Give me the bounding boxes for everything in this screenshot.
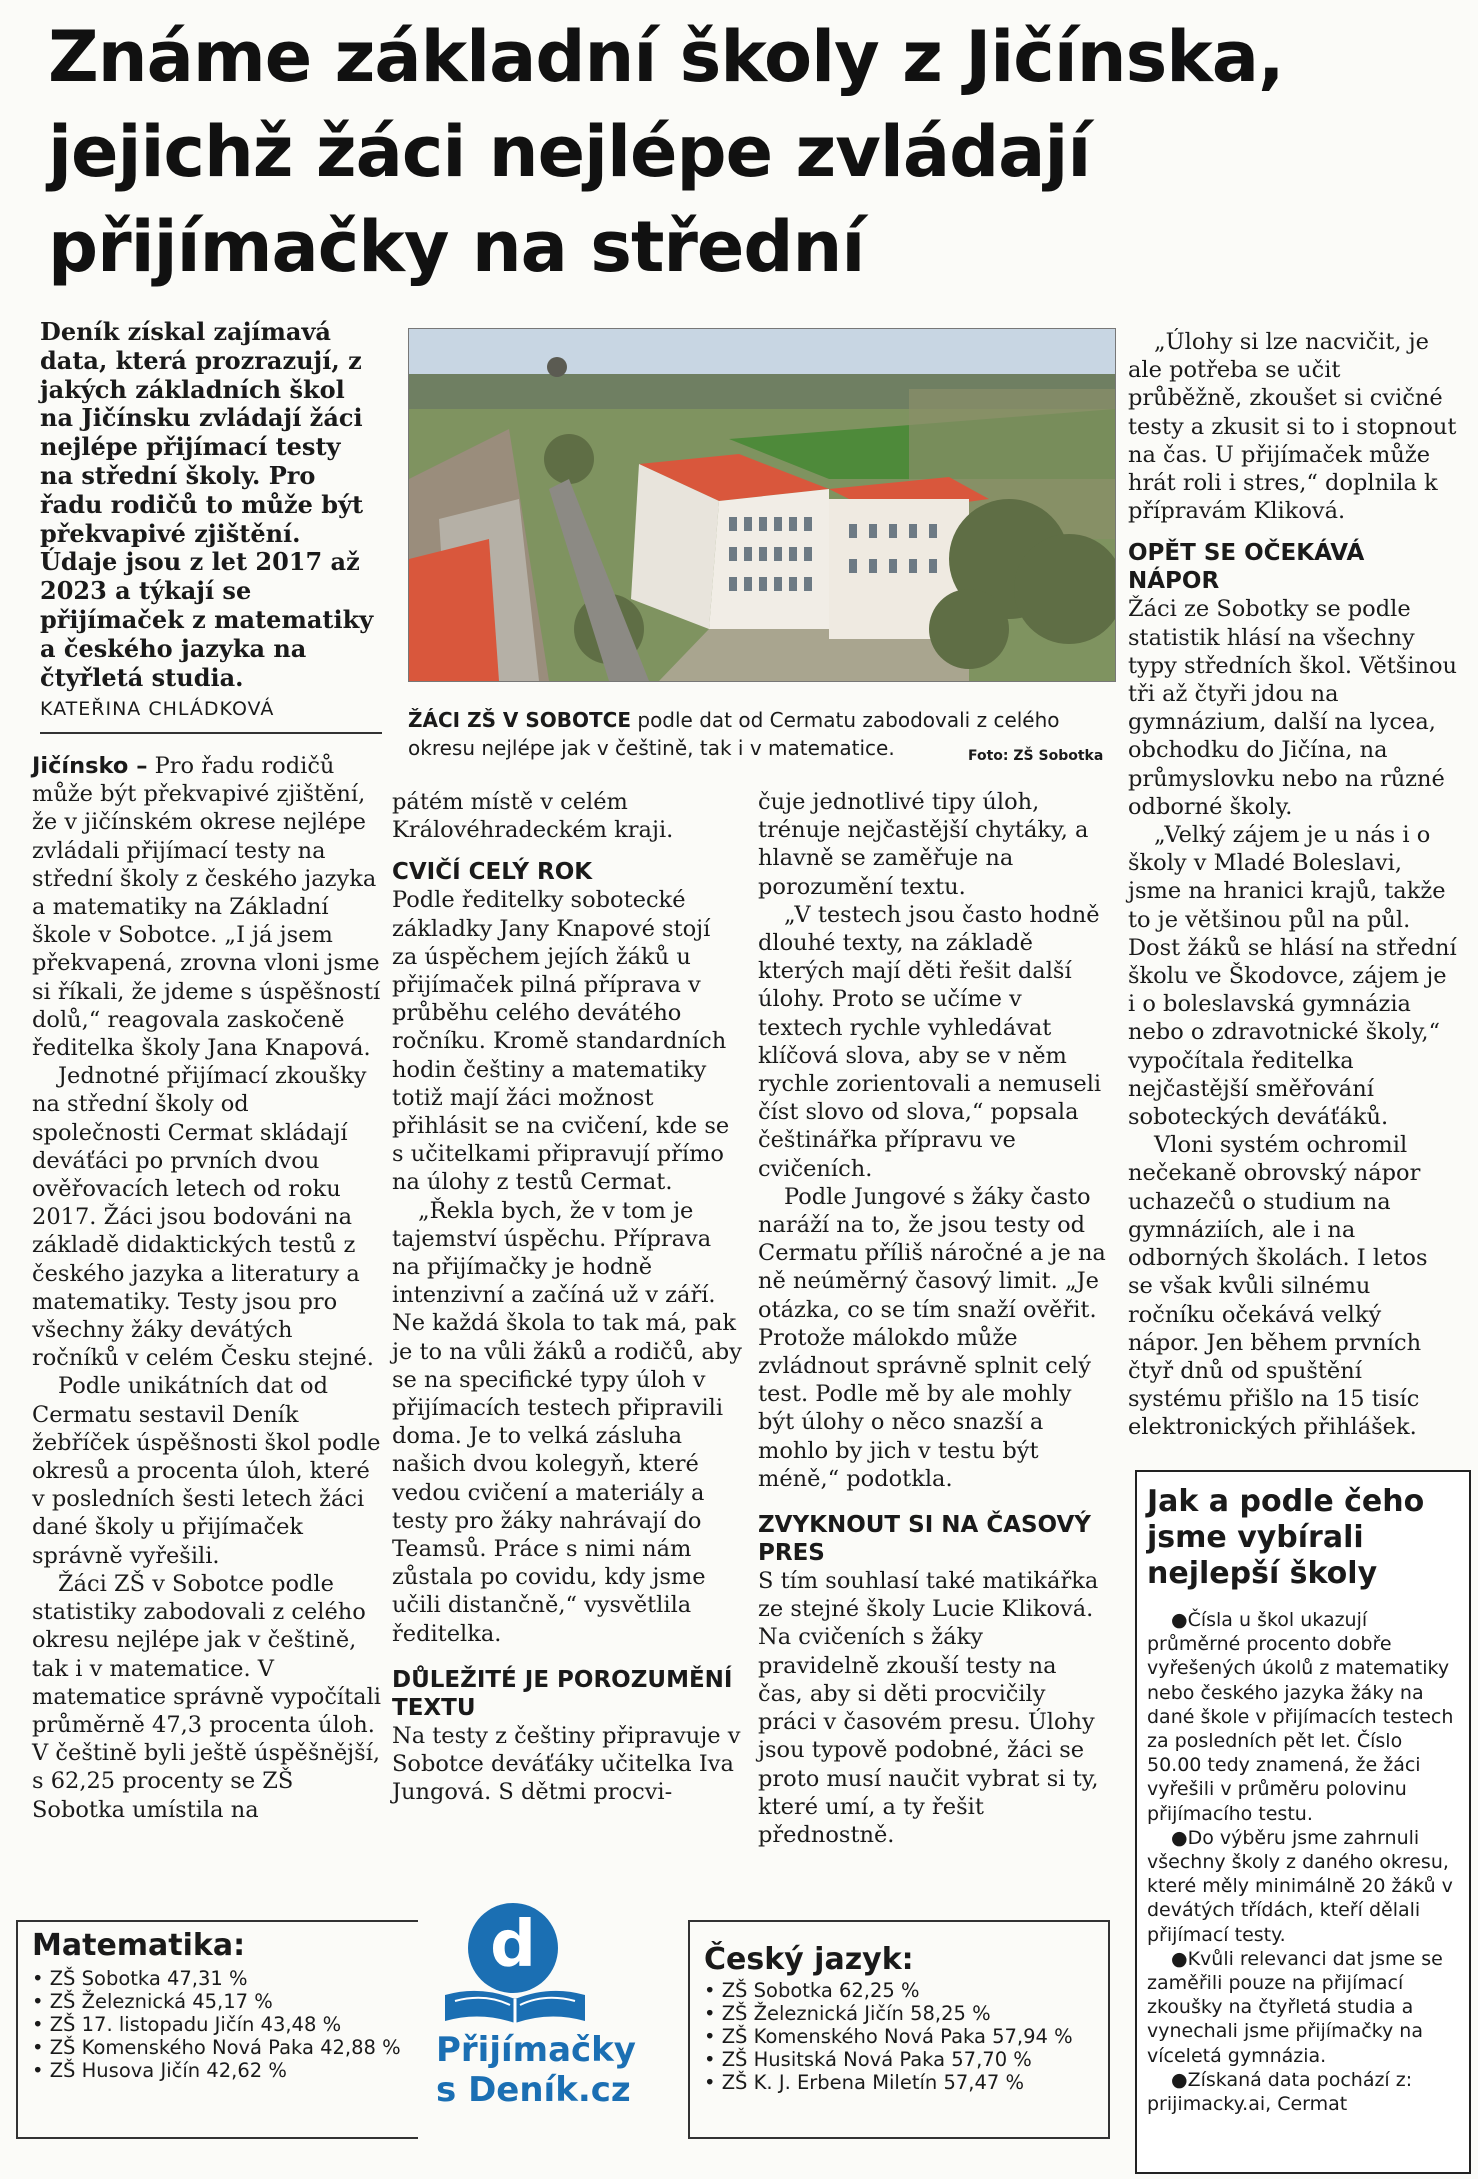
col1-paragraph-3: Podle unikátních dat od Cermatu sestavil Deník žebříček úspěšnosti škol podle okresů a procenta úloh, které v posledních šesti letech žáci dané školy u přijímaček správně vyřešili. (32, 1373, 381, 1569)
col4-paragraph-4: Vloni systém ochromil nečekaně obrovský nápor uchazečů o studium na gymnáziích, ale i na odborných školách. I letos se však kvůli silnému ročníku očekává velký nápor. Jen během prvních čtyř dnů od spuštění systému přišlo na 15 tisíc elektronických přihlášek. (1128, 1132, 1428, 1441)
math-rank-5: • ZŠ Husova Jičín 42,62 % (32, 2059, 418, 2082)
col2-paragraph-2: „Řekla bych, že v tom je tajemství úspěchu. Příprava na přijímačky je hodně intenzivní a začíná už v září. Ne každá škola to tak má, pak je to na vůli žáků a rodičů, aby se na specifické typy úloh v přijímacích testech připravili doma. Je to velká zásluha našich dvou kolegyň, které vedou cvičení a materiály a testy pro žáky nahrávají do Teamsů. Práce s nimi nám zůstala po covidu, kdy jsme učili distančně,“ vysvětlila ředitelka. (392, 1197, 742, 1647)
headline: Známe základní školy z Jičínska, jejichž žáci nejlépe zvládají přijímačky na střední (48, 16, 1284, 288)
author-byline: KATEŘINA CHLÁDKOVÁ (40, 698, 275, 720)
col1-paragraph-1 (32, 752, 382, 1062)
school-building-illustration (409, 329, 1115, 681)
col4-paragraph-3: „Velký zájem je u nás i o školy v Mladé Boleslavi, jsme na hranici krajů, takže to je většinou půl na půl. Dost žáků se hlásí na střední školu ve Škodovce, zájem je i o boleslavská gymnázia nebo o zdravotnické školy,“ vypočítala ředitelka nejčastější směřování soboteckých deváťáků. (1128, 822, 1457, 1131)
czech-ranking-list (690, 1977, 1108, 2094)
math-ranking-list (18, 1963, 418, 2082)
col2-paragraph-3: Na testy z češtiny připravuje v Sobotce deváťáky učitelka Iva Jungová. S dětmi procvi- (392, 1722, 741, 1806)
col3-paragraph-0: čuje jednotlivé tipy úloh, trénuje nejčastější chytáky, a hlavně se zaměřuje na porozumění textu. (758, 789, 1089, 900)
subheading-napor: OPĚT SE OČEKÁVÁ NÁPOR (1128, 540, 1365, 595)
photo-caption-bold: ŽÁCI ZŠ V SOBOTCE (408, 708, 632, 732)
czech-rank-2: • ZŠ Železnická Jičín 58,25 % (704, 2002, 1108, 2025)
math-ranking-title: Matematika: (32, 1928, 246, 1963)
denik-logo-icon (468, 1903, 558, 1993)
article-photo (408, 328, 1116, 682)
column-1 (32, 752, 382, 1824)
logo-letter: d (490, 1908, 536, 1982)
photo-caption-text: podle dat od Cermatu zabodovali z celého okresu nejlépe jak v češtině, tak i v matematice. (408, 708, 1060, 760)
logo-wordmark (436, 2030, 676, 2110)
col1-paragraph-4: Žáci ZŠ v Sobotce podle statistiky zabodovali z celého okresu nejlépe jak v češtině, tak i v matematice. V matematice správně vypočítali průměrně 47,3 procenta úloh. V češtině byli ještě úspěšnější, s 62,25 procenty se ZŠ Sobotka umístila na (32, 1570, 381, 1823)
czech-ranking-title: Český jazyk: (704, 1942, 914, 1977)
subheading-cvici: CVIČÍ CELÝ ROK (392, 859, 593, 886)
methodology-point-4: ●Získaná data pochází z: prijimacky.ai, Cermat (1147, 2068, 1413, 2116)
column-2 (392, 788, 742, 1807)
math-rank-4: • ZŠ Komenského Nová Paka 42,88 % (32, 2036, 418, 2059)
math-rank-1: • ZŠ Sobotka 47,31 % (32, 1967, 418, 1990)
col1-p1-text: Pro řadu rodičů může být překvapivé zjištění, že v jičínském okrese nejlépe zvládali přijímací testy na střední školy z českého jazyka a matematiky na Základní škole v Sobotce. „I já jsem překvapená, zrovna vloni jsme si říkali, že jdeme s úspěšností dolů,“ reagovala zaskočeně ředitelka školy Jana Knapová. (32, 753, 381, 1062)
column-4 (1128, 328, 1458, 1442)
methodology-point-1: ●Čísla u škol ukazují průměrné procento dobře vyřešených úkolů z matematiky nebo českého jazyka žáky na dané škole v přijímacích testech za posledních pět let. Číslo 50.00 tedy znamená, že žáci vyřešili v průměru polovinu přijímacího testu. (1147, 1609, 1454, 1825)
col4-paragraph-2: Žáci ze Sobotky se podle statistik hlásí na všechny typy středních škol. Většinou tři až čtyři jdou na gymnázium, další na lycea, obchodku do Jičína, na průmyslovku nebo na různé odborné školy. (1128, 596, 1458, 820)
czech-rank-5: • ZŠ K. J. Erbena Miletín 57,47 % (704, 2071, 1108, 2094)
czech-rank-4: • ZŠ Husitská Nová Paka 57,70 % (704, 2048, 1108, 2071)
col3-paragraph-3: S tím souhlasí také matikářka ze stejné školy Lucie Kliková. Na cvičeních s žáky pravidelně zkouší testy na čas, aby si děti procvičily práci v časovém presu. Úlohy jsou typově podobné, žáci se proto musí naučit vybrat si ty, které umí, a ty řešit přednostně. (758, 1568, 1099, 1848)
dateline: Jičínsko – (32, 753, 148, 779)
col2-paragraph-0: pátém místě v celém Královéhradeckém kraji. (392, 789, 674, 844)
math-ranking-box (16, 1920, 418, 2139)
methodology-body (1137, 1598, 1469, 2116)
methodology-box (1135, 1470, 1471, 2174)
col3-paragraph-2: Podle Jungové s žáky často naráží na to, že jsou testy od Cermatu příliš náročné a je na ně neúměrný časový limit. „Je otázka, co se tím snaží ověřit. Protože málokdo může zvládnout správně splnit celý test. Podle mě by ale mohly být úlohy o něco snazší a mohlo by jich v testu být méně,“ podotkla. (758, 1183, 1106, 1492)
methodology-point-2: ●Do výběru jsme zahrnuli všechny školy z daného okresu, které měly minimálně 20 žáků v devátých třídách, kteří dělali přijímací testy. (1147, 1826, 1453, 1946)
subheading-porozumeni: DŮLEŽITÉ JE POROZUMĚNÍ TEXTU (392, 1666, 733, 1721)
open-book-icon (440, 1985, 590, 2025)
photo-credit: Foto: ZŠ Sobotka (968, 748, 1104, 764)
methodology-title: Jak a podle čeho jsme vybírali nejlepší školy (1147, 1484, 1425, 1591)
col1-paragraph-2: Jednotné přijímací zkoušky na střední školy od společnosti Cermat skládají deváťáci po prvních dvou ověřovacích letech od roku 2017. Žáci jsou bodováni na základě didaktických testů z českého jazyka a literatury a matematiky. Testy jsou pro všechny žáky devátých ročníků v celém Česku stejné. (32, 1063, 374, 1372)
column-3 (758, 788, 1108, 1849)
math-rank-3: • ZŠ 17. listopadu Jičín 43,48 % (32, 2013, 418, 2036)
lede: Deník získal zajímavá data, která prozrazují, z jakých základních škol na Jičínsku zvládají žáci nejlépe přijímací testy na střední školy. Pro řadu rodičů to může být překvapivé zjištění. Údaje jsou z let 2017 až 2023 a týkají se přijímaček z matematiky a českého jazyka na čtyřletá studia. (40, 317, 374, 692)
col4-paragraph-1: „Úlohy si lze nacvičit, je ale potřeba se učit průběžně, zkoušet si cvičné testy a zkusit si to i stopnout na čas. U přijímaček může hrát roli i stres,“ doplnila k přípravám Kliková. (1128, 329, 1457, 525)
czech-rank-3: • ZŠ Komenského Nová Paka 57,94 % (704, 2025, 1108, 2048)
math-rank-2: • ZŠ Železnická 45,17 % (32, 1990, 418, 2013)
czech-ranking-box (688, 1920, 1110, 2139)
subheading-casovy-pres: ZVYKNOUT SI NA ČASOVÝ PRES (758, 1512, 1091, 1567)
col2-paragraph-1: Podle ředitelky sobotecké základky Jany Knapové stojí za úspěchem jejích žáků u přijímaček pilná příprava v průběhu celého devátého ročníku. Kromě standardních hodin češtiny a matematiky totiž mají žáci možnost přihlásit se na cvičení, kde se s učitelkami připravují přímo na úlohy z testů Cermat. (392, 887, 730, 1196)
logo-line-1: Přijímačky (436, 2030, 636, 2070)
czech-rank-1: • ZŠ Sobotka 62,25 % (704, 1979, 1108, 2002)
logo-line-2: s Deník.cz (436, 2070, 631, 2110)
methodology-point-3: ●Kvůli relevanci dat jsme se zaměřili pouze na přijímací zkoušky na čtyřletá studia a vynechali jsme přijímačky na víceletá gymnázia. (1147, 1947, 1443, 2067)
author-rule (40, 732, 382, 734)
col3-paragraph-1: „V testech jsou často hodně dlouhé texty, na základě kterých mají děti řešit další úlohy. Proto se učíme v textech rychle vyhledávat klíčová slova, aby se v něm rychle zorientovali a nemuseli číst slovo od slova,“ popsala češtinářka přípravu ve cvičeních. (758, 901, 1102, 1182)
